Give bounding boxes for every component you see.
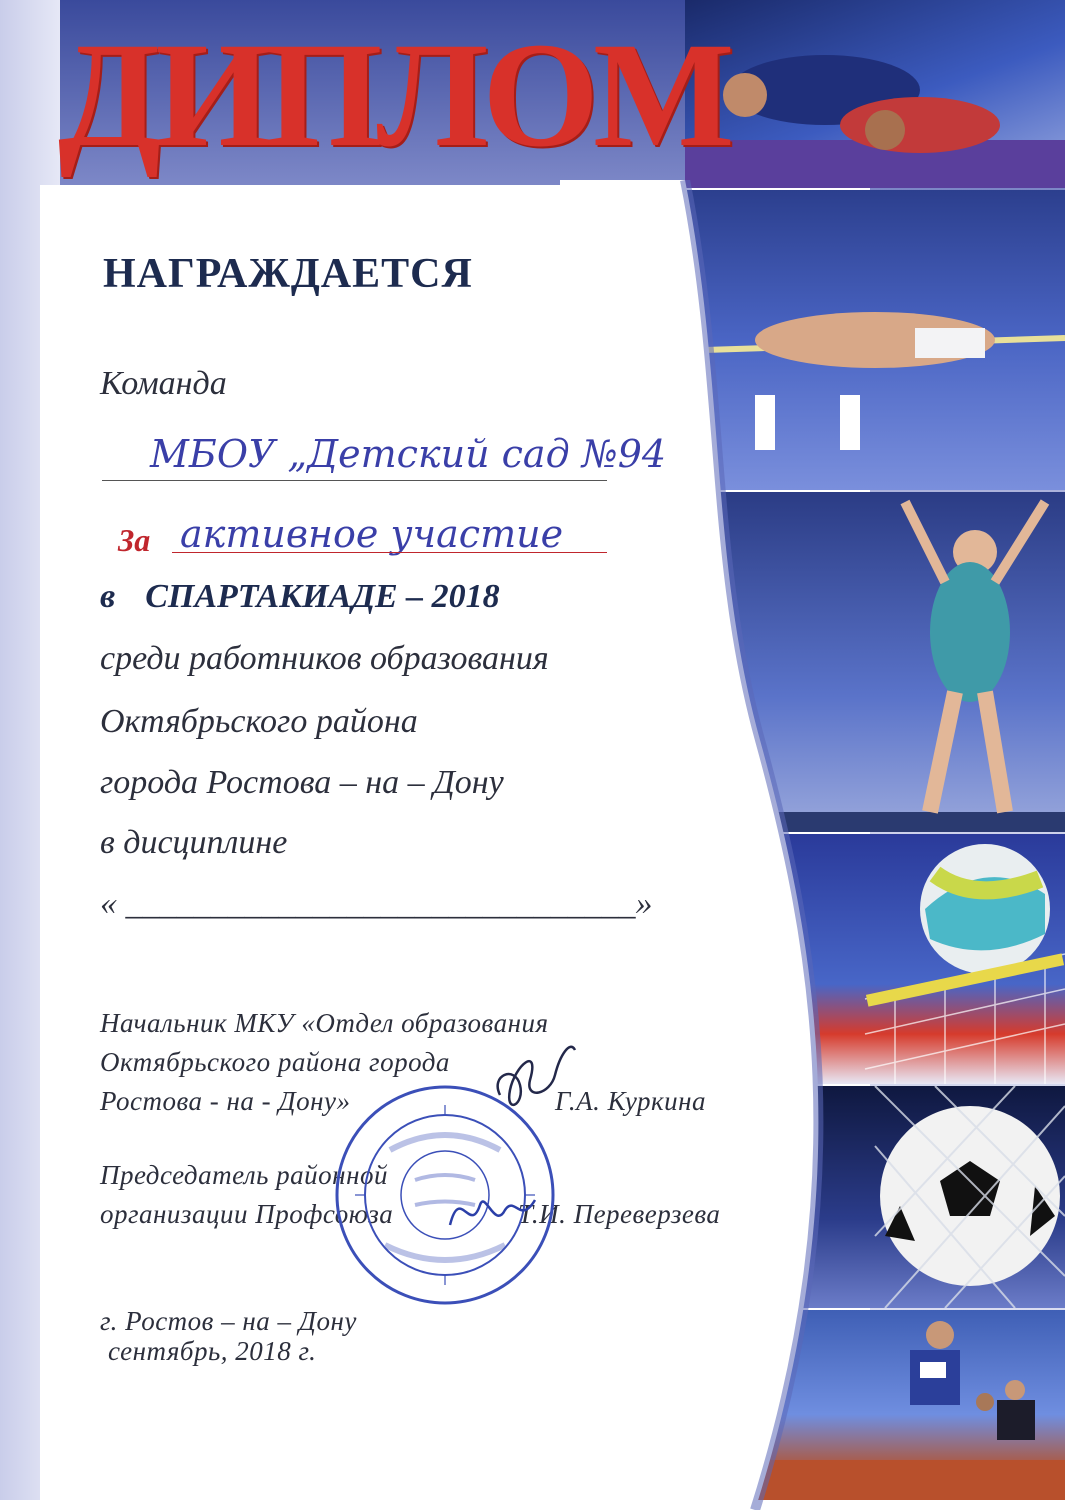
city-line: города Ростова – на – Дону [100,764,504,801]
signatory1-name: Г.А. Куркина [555,1086,706,1116]
reason-underline [172,552,607,553]
signatory1-title-line1: Начальник МКУ «Отдел образования [100,1008,549,1038]
awarded-heading: НАГРАЖДАЕТСЯ [103,251,473,297]
wrestling-illustration [685,0,1065,188]
reason-prefix: За [118,522,151,558]
discipline-blank: « ______________________________» [100,885,653,922]
event-prefix: в [100,578,116,615]
district-line: Октябрьского района [100,703,418,740]
signatory2-name: Т.И. Переверзева [518,1199,721,1229]
signature-1 [470,1035,590,1125]
signature-2 [440,1175,550,1245]
event-line [100,578,500,616]
reason-handwritten: активное участие [180,512,564,556]
event-name: СПАРТАКИАДЕ – 2018 [145,578,500,615]
signatory2-title-line1: Председатель районной [100,1160,388,1190]
diploma-title: ДИПЛОМ [58,12,729,178]
decorative-curve [560,180,920,1510]
discipline-label: в дисциплине [100,824,288,861]
team-label: Команда [100,365,227,402]
signatory2-title-line2: организации Профсоюза [100,1199,394,1229]
wrestling-photo [685,0,1065,188]
participants-line: среди работников образования [100,640,549,677]
signatory1-title-line2: Октябрьского района города [100,1047,450,1077]
signatory1-title-line3: Ростова - на - Дону» [100,1086,351,1116]
issue-place: г. Ростов – на – Дону [100,1306,357,1336]
team-name-handwritten: МБОУ „Детский сад №94 [150,432,667,476]
team-underline [102,480,607,481]
issue-date: сентябрь, 2018 г. [108,1336,317,1366]
